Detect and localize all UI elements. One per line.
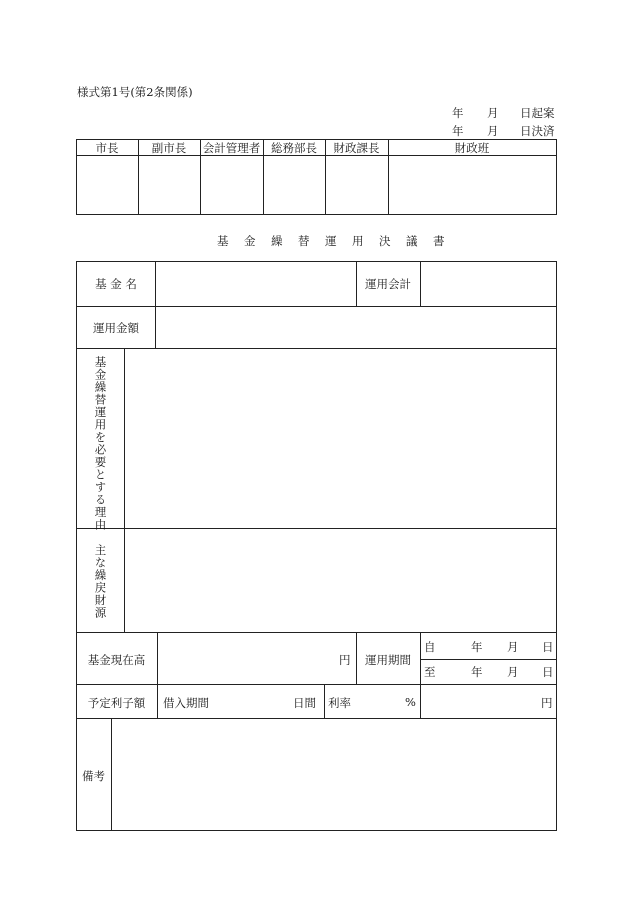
- period-to-label: 至: [424, 665, 436, 679]
- current-balance-yen-unit: 円: [339, 653, 351, 667]
- borrowing-days-unit: 日間: [293, 696, 316, 710]
- operating-account-label: 運用会計: [365, 277, 411, 291]
- period-to-year: 年: [471, 665, 483, 679]
- draft-day-label: 日起案: [520, 106, 555, 120]
- remarks-field[interactable]: [112, 719, 556, 830]
- draft-month-label: 月: [487, 106, 499, 120]
- period-from-month: 月: [507, 640, 519, 654]
- current-balance-label: 基金現在高: [87, 653, 146, 667]
- stamp-cell-deputy-mayor[interactable]: [139, 156, 200, 214]
- draft-year-label: 年: [452, 106, 464, 120]
- current-balance-field[interactable]: [158, 633, 338, 684]
- period-from-label: 自: [424, 640, 436, 654]
- operating-amount-label: 運用金額: [93, 321, 139, 335]
- approval-header-mayor: 市長: [95, 141, 119, 155]
- interest-rate-field[interactable]: [356, 685, 404, 718]
- period-from-year: 年: [471, 640, 483, 654]
- interest-amount-field[interactable]: [421, 685, 539, 718]
- fund-name-label: 基 金 名: [95, 277, 137, 291]
- stamp-cell-mayor[interactable]: [77, 156, 138, 214]
- borrowing-period-label: 借入期間: [163, 696, 209, 710]
- interest-rate-percent-unit: %: [405, 695, 416, 709]
- repayment-source-label: 主な繰戻財源: [93, 544, 108, 619]
- approval-header-deputy-mayor: 副市長: [151, 141, 187, 155]
- period-to-day: 日: [542, 665, 554, 679]
- interest-amount-label: 予定利子額: [87, 696, 146, 710]
- stamp-cell-finance-team[interactable]: [389, 156, 556, 214]
- fund-name-field[interactable]: [156, 262, 356, 306]
- decision-year-label: 年: [452, 124, 464, 138]
- operation-period-label: 運用期間: [365, 653, 411, 667]
- interest-rate-label: 利率: [328, 696, 351, 710]
- approval-header-accounting-manager: 会計管理者: [202, 141, 261, 155]
- stamp-cell-accounting-manager[interactable]: [201, 156, 263, 214]
- approval-header-general-affairs-director: 総務部長: [271, 141, 317, 155]
- remarks-label: 備考: [82, 769, 105, 783]
- approval-header-finance-section-chief: 財政課長: [333, 141, 380, 155]
- decision-month-label: 月: [487, 124, 499, 138]
- stamp-cell-general-affairs-director[interactable]: [264, 156, 325, 214]
- decision-day-label: 日決済: [520, 124, 555, 138]
- period-to-month: 月: [507, 665, 519, 679]
- repayment-source-field[interactable]: [125, 529, 556, 632]
- form-number: 様式第1号(第2条関係): [77, 85, 193, 99]
- borrowing-period-field[interactable]: [218, 685, 290, 718]
- document-title: 基金繰替運用決議書: [217, 234, 460, 248]
- stamp-cell-finance-section-chief[interactable]: [326, 156, 388, 214]
- approval-header-finance-team: 財政班: [454, 141, 490, 155]
- reason-field[interactable]: [125, 349, 556, 528]
- operating-account-field[interactable]: [421, 262, 556, 306]
- reason-label: 基金繰替運用を必要とする理由: [93, 356, 108, 531]
- interest-yen-unit: 円: [541, 696, 553, 710]
- period-from-day: 日: [542, 640, 554, 654]
- operating-amount-field[interactable]: [156, 307, 556, 348]
